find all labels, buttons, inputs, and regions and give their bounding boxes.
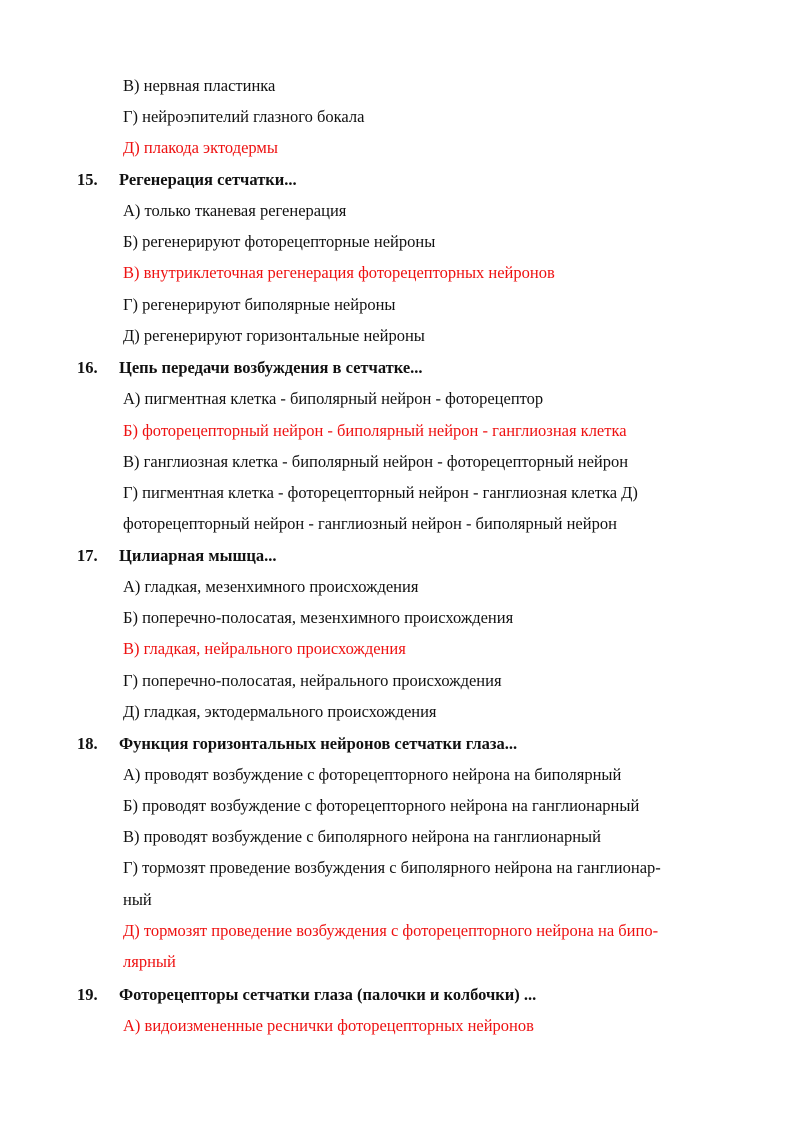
option-line-correct: лярный bbox=[123, 952, 176, 971]
question-text: Регенерация сетчатки... bbox=[119, 170, 297, 189]
question-text: Функция горизонтальных нейронов сетчатки глаза... bbox=[119, 734, 518, 753]
option-line-correct: Б) фоторецепторный нейрон - биполярный нейрон - ганглиозная клетка bbox=[123, 421, 627, 440]
option-line: фоторецепторный нейрон - ганглиозный нейрон - биполярный нейрон bbox=[123, 514, 617, 533]
option-line: Б) проводят возбуждение с фоторецепторного нейрона на ганглионарный bbox=[123, 796, 640, 815]
option-line: Б) регенерируют фоторецепторные нейроны bbox=[123, 232, 436, 251]
question-number: 18. bbox=[77, 734, 98, 753]
question-number: 16. bbox=[77, 358, 98, 377]
option-line: А) проводят возбуждение с фоторецепторного нейрона на биполярный bbox=[123, 765, 622, 784]
option-line: Г) регенерируют биполярные нейроны bbox=[123, 295, 396, 314]
option-line: В) ганглиозная клетка - биполярный нейрон - фоторецепторный нейрон bbox=[123, 452, 629, 471]
option-line: Г) тормозят проведение возбуждения с биполярного нейрона на ганглионар- bbox=[123, 858, 661, 877]
question-text: Цилиарная мышца... bbox=[119, 546, 277, 565]
option-line: А) пигментная клетка - биполярный нейрон - фоторецептор bbox=[123, 389, 544, 408]
option-line: А) только тканевая регенерация bbox=[123, 201, 347, 220]
option-line: В) нервная пластинка bbox=[123, 76, 276, 95]
question-text: Фоторецепторы сетчатки глаза (палочки и колбочки) ... bbox=[119, 985, 537, 1004]
question-number: 17. bbox=[77, 546, 98, 565]
option-line-correct: Д) тормозят проведение возбуждения с фоторецепторного нейрона на бипо- bbox=[123, 921, 659, 940]
option-line-correct: В) внутриклеточная регенерация фоторецепторных нейронов bbox=[123, 263, 555, 282]
question-number: 15. bbox=[77, 170, 98, 189]
question-number: 19. bbox=[77, 985, 98, 1004]
option-line: Г) нейроэпителий глазного бокала bbox=[123, 107, 365, 126]
option-line: ный bbox=[123, 890, 152, 909]
option-line-correct: А) видоизмененные реснички фоторецепторных нейронов bbox=[123, 1016, 534, 1035]
option-line: Д) регенерируют горизонтальные нейроны bbox=[123, 326, 425, 345]
option-line: Д) гладкая, эктодермального происхождения bbox=[123, 702, 437, 721]
question-text: Цепь передачи возбуждения в сетчатке... bbox=[119, 358, 423, 377]
option-line-correct: Д) плакода эктодермы bbox=[123, 138, 278, 157]
option-line: Г) поперечно-полосатая, нейрального происхождения bbox=[123, 671, 502, 690]
option-line: Б) поперечно-полосатая, мезенхимного происхождения bbox=[123, 608, 514, 627]
option-line: А) гладкая, мезенхимного происхождения bbox=[123, 577, 419, 596]
option-line-correct: В) гладкая, нейрального происхождения bbox=[123, 639, 406, 658]
option-line: В) проводят возбуждение с биполярного нейрона на ганглионарный bbox=[123, 827, 601, 846]
option-line: Г) пигментная клетка - фоторецепторный нейрон - ганглиозная клетка Д) bbox=[123, 483, 638, 502]
